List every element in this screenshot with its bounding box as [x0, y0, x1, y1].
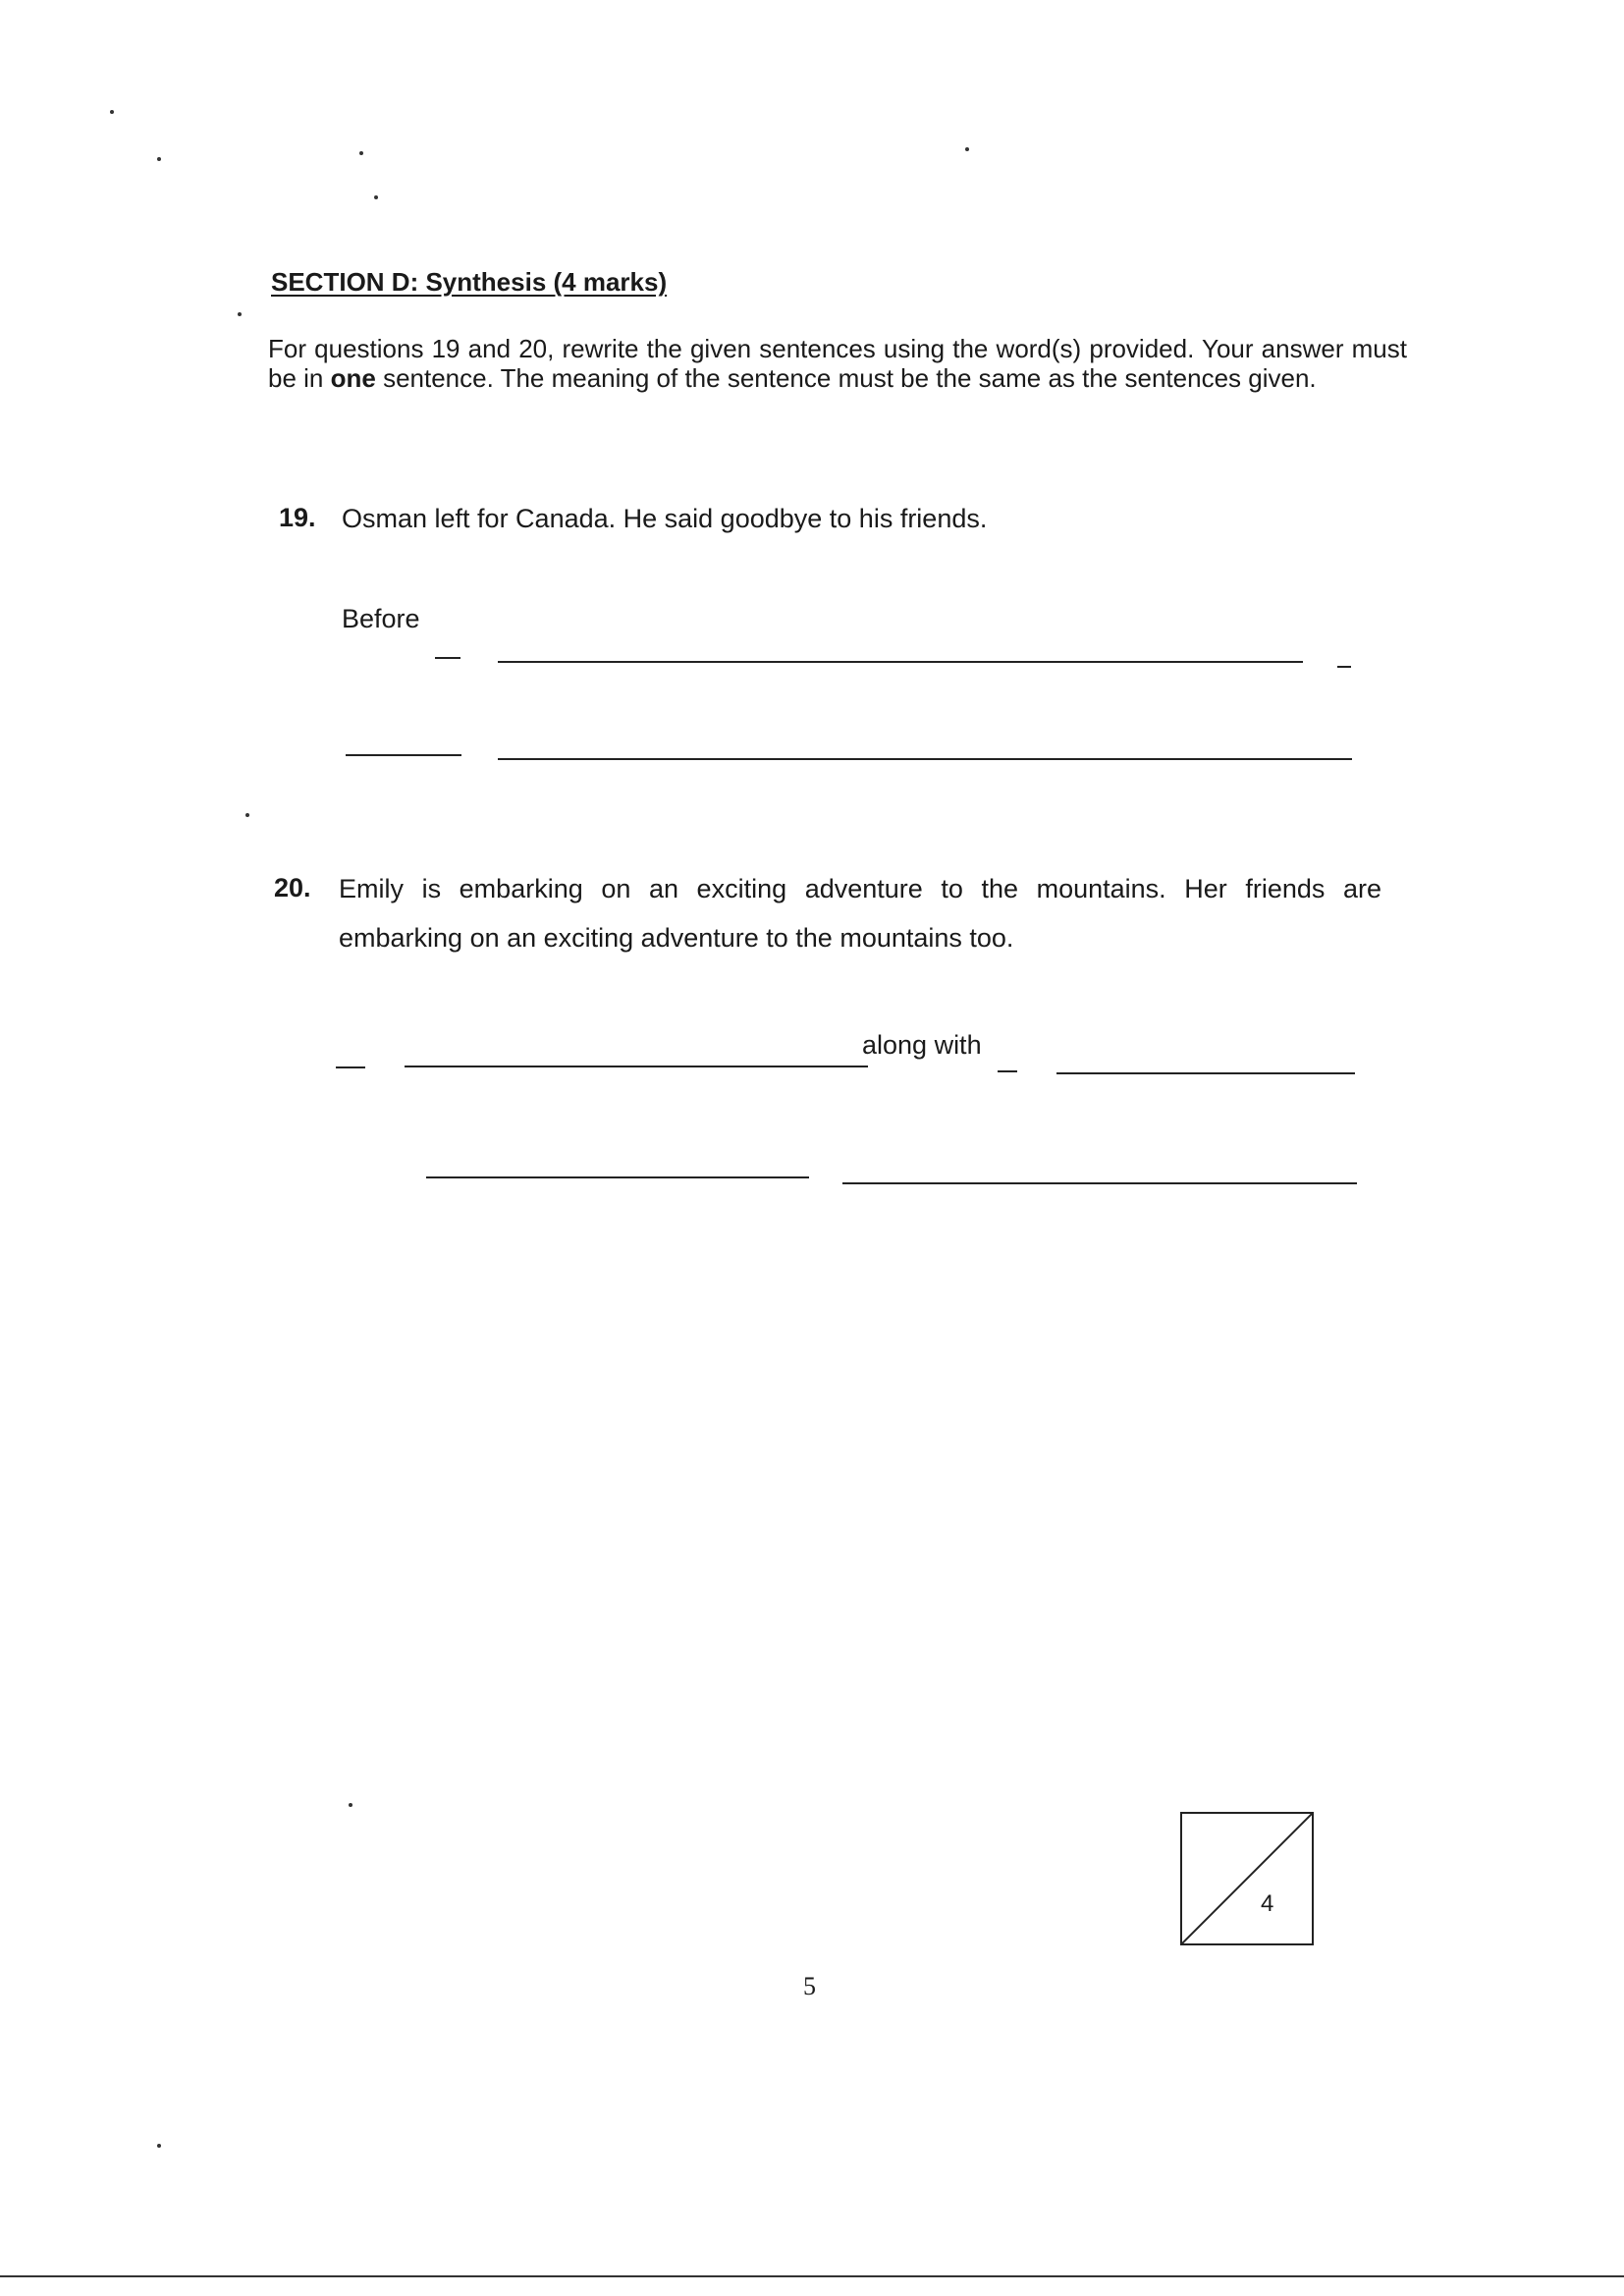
page-number: 5 [803, 1972, 816, 2000]
answer-line-19-a-tail [1337, 666, 1351, 668]
scan-speck [110, 110, 114, 114]
scan-speck [374, 195, 378, 199]
instructions-text-end: sentence. The meaning of the sentence must be the same as the sentences given. [375, 363, 1317, 393]
scan-speck [238, 312, 242, 316]
question-20-prompt: along with [862, 1030, 982, 1060]
question-19-text: Osman left for Canada. He said goodbye to his friends. [342, 504, 988, 533]
instructions [268, 334, 1407, 393]
scan-speck [965, 147, 969, 151]
question-20-text: Emily is embarking on an exciting adventure to the mountains. Her friends are embarking on an exciting adventure to the mountains too. [339, 874, 1381, 953]
marks-box [1180, 1812, 1314, 1945]
answer-line-20-b[interactable] [842, 1182, 1357, 1184]
scan-speck [349, 1803, 352, 1807]
question-19-prompt: Before [342, 604, 420, 633]
scan-speck [157, 2144, 161, 2148]
scan-speck [245, 813, 249, 817]
answer-line-20-a-end[interactable] [1056, 1072, 1355, 1074]
question-19-number: 19. [279, 503, 316, 532]
answer-line-20-a-dash[interactable] [336, 1066, 365, 1068]
instructions-text-start: For questions 19 and 20, rewrite the given sentences using the word(s) provided. Your answer must be in [268, 334, 1407, 393]
answer-line-20-b-start[interactable] [426, 1176, 809, 1178]
answer-line-20-a-mid-dash[interactable] [998, 1070, 1017, 1072]
answer-line-19-a[interactable] [498, 661, 1303, 663]
scan-speck [157, 157, 161, 161]
answer-line-19-b-start[interactable] [346, 754, 461, 756]
answer-line-19-b[interactable] [498, 758, 1352, 760]
bottom-rule [0, 2275, 1624, 2277]
marks-total: 4 [1261, 1890, 1274, 1917]
answer-line-19-a-dash[interactable] [435, 657, 460, 659]
answer-line-20-a[interactable] [405, 1066, 868, 1067]
question-20-number: 20. [274, 873, 311, 902]
marks-box-diagonal [1182, 1814, 1312, 1943]
instructions-emphasis: one [330, 363, 376, 393]
section-title: SECTION D: Synthesis (4 marks) [271, 267, 668, 297]
scan-speck [359, 151, 363, 155]
